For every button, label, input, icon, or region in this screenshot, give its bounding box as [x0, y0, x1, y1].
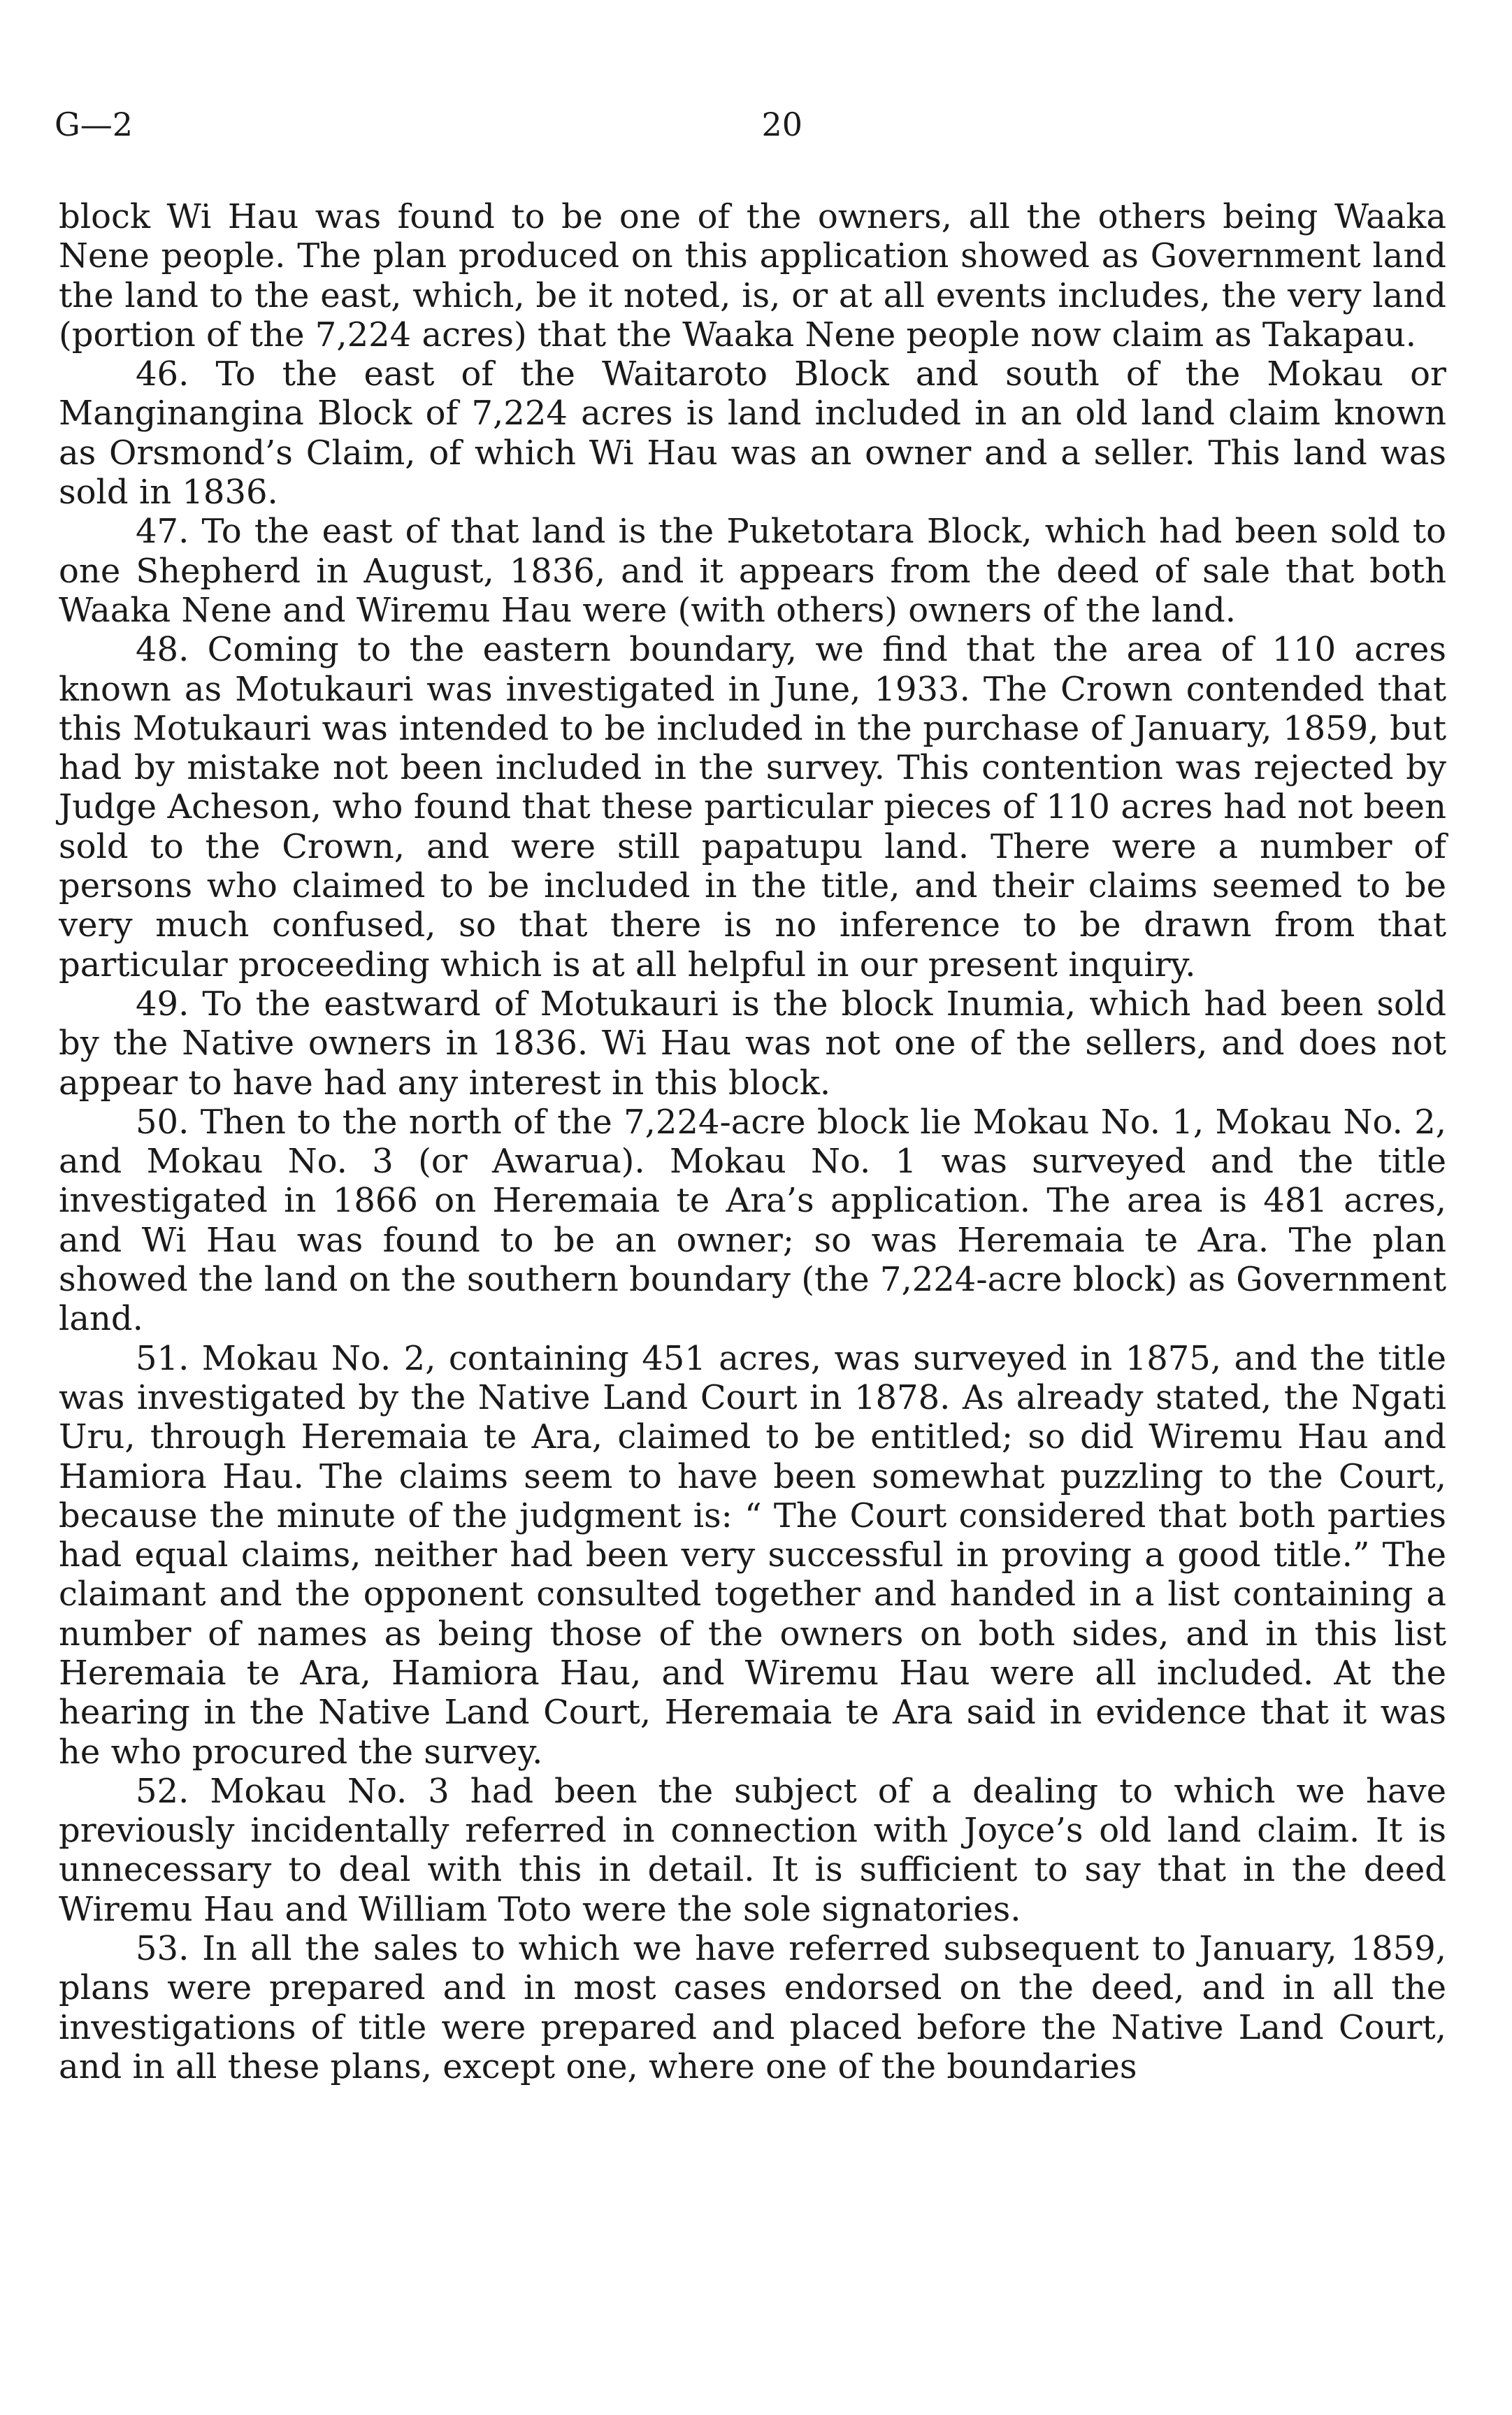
paragraph-49: 49. To the eastward of Motukauri is the block Inumia, which had been sold by the Native owners in 1836. Wi Hau was not one of the sellers, and does not appear to have had any interest in this block. — [59, 984, 1446, 1103]
paragraph-52: 52. Mokau No. 3 had been the subject of a dealing to which we have previously incidentally referred in connection with Joyce’s old land claim. It is unnecessary to deal with this in detail. It is sufficient to say that in the deed Wiremu Hau and William Toto were the sole signatories. — [59, 1771, 1446, 1929]
paragraph-47: 47. To the east of that land is the Puketotara Block, which had been sold to one Shepherd in August, 1836, and it appears from the deed of sale that both Waaka Nene and Wiremu Hau were (with others) owners of the land. — [59, 512, 1446, 630]
page-code: G—2 — [55, 106, 134, 143]
running-header — [55, 103, 1460, 145]
paragraph-51: 51. Mokau No. 2, containing 451 acres, was surveyed in 1875, and the title was investigated by the Native Land Court in 1878. As already stated, the Ngati Uru, through Heremaia te Ara, claimed to be entitled; so did Wiremu Hau and Hamiora Hau. The claims seem to have been somewhat puzzling to the Court, because the minute of the judgment is: “ The Court considered that both parties had equal claims, neither had been very successful in proving a good title.” The claimant and the opponent consulted together and handed in a list containing a number of names as being those of the owners on both sides, and in this list Heremaia te Ara, Hamiora Hau, and Wiremu Hau were all included. At the hearing in the Native Land Court, Heremaia te Ara said in evidence that it was he who procured the survey. — [59, 1338, 1446, 1772]
paragraph-53: 53. In all the sales to which we have referred subsequent to January, 1859, plans were prepared and in most cases endorsed on the deed, and in all the investigations of title were prepared and placed before the Native Land Court, and in all these plans, except one, where one of the boundaries — [59, 1929, 1446, 2086]
paragraph-46: 46. To the east of the Waitaroto Block and south of the Mokau or Manginangina Block of 7,224 acres is land included in an old land claim known as Orsmond’s Claim, of which Wi Hau was an owner and a seller. This land was sold in 1836. — [59, 354, 1446, 513]
paragraph-50: 50. Then to the north of the 7,224-acre block lie Mokau No. 1, Mokau No. 2, and Mokau No. 3 (or Awarua). Mokau No. 1 was surveyed and the title investigated in 1866 on Heremaia te Ara’s application. The area is 481 acres, and Wi Hau was found to be an owner; so was Heremaia te Ara. The plan showed the land on the southern boundary (the 7,224-acre block) as Government land. — [59, 1102, 1446, 1339]
page-number: 20 — [761, 106, 802, 143]
paragraph-continued: block Wi Hau was found to be one of the owners, all the others being Waaka Nene people. The plan produced on this application showed as Government land the land to the east, which, be it noted, is, or at all events includes, the very land (portion of the 7,224 acres) that the Waaka Nene people now claim as Takapau. — [59, 197, 1446, 354]
body-text — [59, 197, 1446, 2086]
paragraph-48: 48. Coming to the eastern boundary, we find that the area of 110 acres known as Motukauri was investigated in June, 1933. The Crown contended that this Motukauri was intended to be included in the purchase of January, 1859, but had by mistake not been included in the survey. This contention was rejected by Judge Acheson, who found that these particular pieces of 110 acres had not been sold to the Crown, and were still papatupu land. There were a number of persons who claimed to be included in the title, and their claims seemed to be very much confused, so that there is no inference to be drawn from that particular proceeding which is at all helpful in our present inquiry. — [59, 630, 1446, 984]
